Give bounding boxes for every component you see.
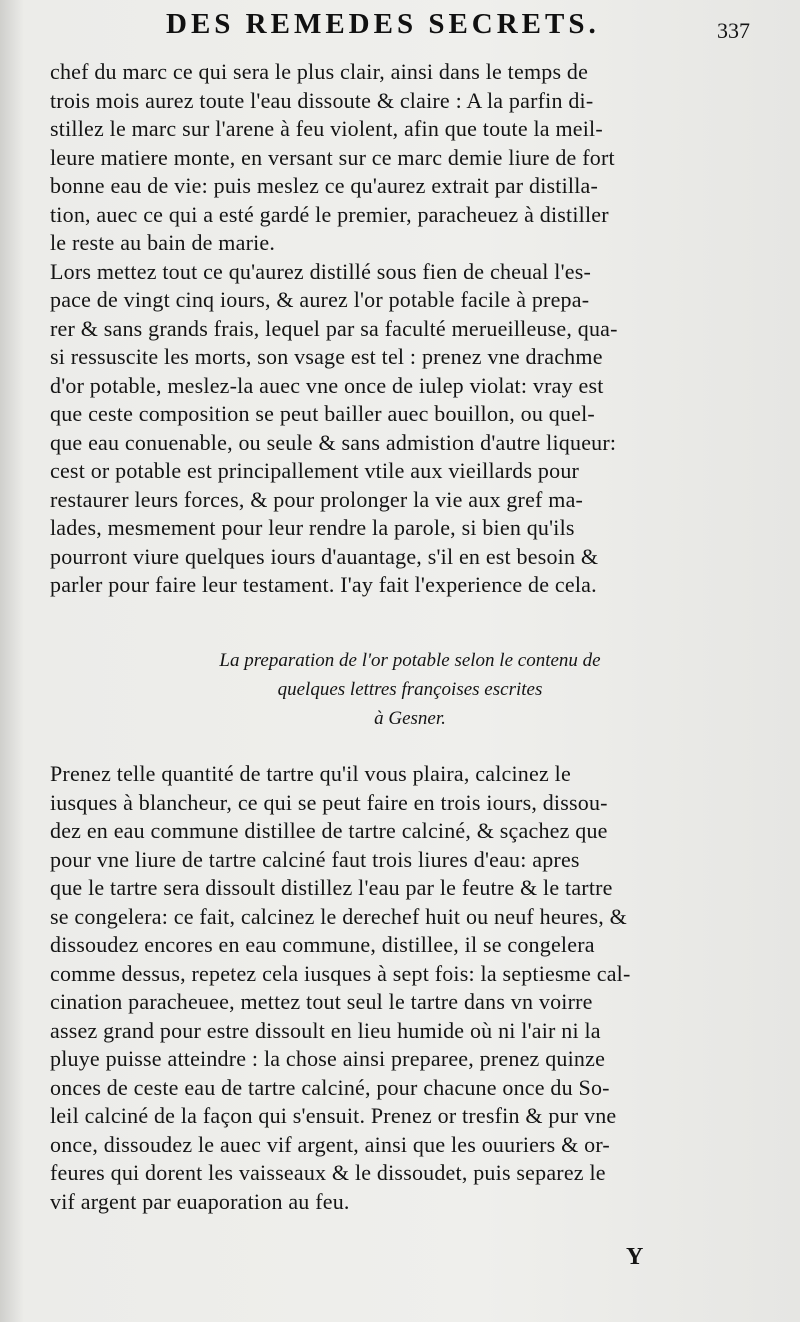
second-text-block: [50, 760, 746, 1216]
text-line: tion, auec ce qui a esté gardé le premier, paracheuez à distiller: [50, 201, 609, 227]
text-line: pourront viure quelques iours d'auantage, s'il en est besoin &: [50, 543, 599, 569]
text-line: Prenez telle quantité de tartre qu'il vous plaira, calcinez le: [50, 761, 571, 786]
text-line: feures qui dorent les vaisseaux & le dissoudet, puis separez le: [50, 1160, 606, 1185]
text-line: lades, mesmement pour leur rendre la parole, si bien qu'ils: [50, 515, 575, 540]
text-line: Lors mettez tout ce qu'aurez distillé sous fien de cheual l'es-: [50, 258, 592, 284]
text-line: d'or potable, meslez-la auec vne once de iulep violat: vray est: [50, 372, 604, 398]
text-line: leure matiere monte, en versant sur ce marc demie liure de fort: [50, 144, 615, 170]
text-line: que ceste composition se peut bailler auec bouillon, ou quel-: [50, 401, 595, 426]
text-line: rer & sans grands frais, lequel par sa faculté merueilleuse, qua-: [50, 315, 618, 341]
paragraph-1: [50, 58, 746, 258]
page-number: 337: [717, 18, 750, 43]
text-line: pour vne liure de tartre calciné faut trois liures d'eau: apres: [50, 846, 580, 872]
running-title: DES REMEDES SECRETS.: [166, 8, 600, 40]
text-line: vif argent par euaporation au feu.: [50, 1188, 350, 1214]
text-line: comme dessus, repetez cela iusques à sept fois: la septiesme cal-: [50, 960, 631, 986]
text-line: chef du marc ce qui sera le plus clair, ainsi dans le temps de: [50, 59, 589, 84]
heading-line: à Gesner.: [374, 708, 446, 729]
text-line: stillez le marc sur l'arene à feu violent, afin que toute la meil-: [50, 116, 603, 141]
text-line: parler pour faire leur testament. I'ay fait l'experience de cela.: [50, 572, 597, 597]
text-line: once, dissoudez le auec vif argent, ainsi que les ouuriers & or-: [50, 1131, 610, 1157]
text-line: leil calciné de la façon qui s'ensuit. Prenez or tresfin & pur vne: [50, 1103, 617, 1128]
text-line: si ressuscite les morts, son vsage est tel : prenez vne drachme: [50, 344, 603, 369]
text-line: dez en eau commune distillee de tartre calciné, & sçachez que: [50, 818, 608, 843]
text-line: assez grand pour estre dissoult en lieu humide où ni l'air ni la: [50, 1017, 601, 1043]
text-line: que eau conuenable, ou seule & sans admistion d'autre liqueur:: [50, 429, 617, 455]
text-line: dissoudez encores en eau commune, distillee, il se congelera: [50, 932, 595, 957]
text-line: iusques à blancheur, ce qui se peut faire en trois iours, dissou-: [50, 789, 608, 815]
text-line: se congelera: ce fait, calcinez le derechef huit ou neuf heures, &: [50, 903, 627, 929]
text-line: que le tartre sera dissoult distillez l'eau par le feutre & le tartre: [50, 875, 613, 900]
text-line: cest or potable est principallement vtile aux vieillards pour: [50, 458, 580, 483]
heading-line: quelques lettres françoises escrites: [277, 679, 543, 700]
text-line: onces de ceste eau de tartre calciné, pour chacune once du So-: [50, 1074, 610, 1100]
text-line: trois mois aurez toute l'eau dissoute & claire : A la parfin di-: [50, 87, 594, 113]
page-header: [150, 6, 750, 42]
catchword: Y: [626, 1244, 644, 1270]
text-line: restaurer leurs forces, & pour prolonger la vie aux gref ma-: [50, 486, 584, 512]
paragraph-2: [50, 258, 746, 600]
text-line: cination paracheuee, mettez tout seul le tartre dans vn voirre: [50, 989, 593, 1014]
paragraph-3: [50, 760, 746, 1216]
main-text-block: [50, 58, 746, 600]
section-heading: [150, 646, 670, 733]
text-line: le reste au bain de marie.: [50, 230, 276, 255]
text-line: pluye puisse atteindre : la chose ainsi preparee, prenez quinze: [50, 1046, 606, 1071]
text-line: pace de vingt cinq iours, & aurez l'or potable facile à prepa-: [50, 287, 590, 312]
heading-line: La preparation de l'or potable selon le contenu de: [219, 650, 601, 671]
text-line: bonne eau de vie: puis meslez ce qu'aurez extrait par distilla-: [50, 173, 599, 198]
